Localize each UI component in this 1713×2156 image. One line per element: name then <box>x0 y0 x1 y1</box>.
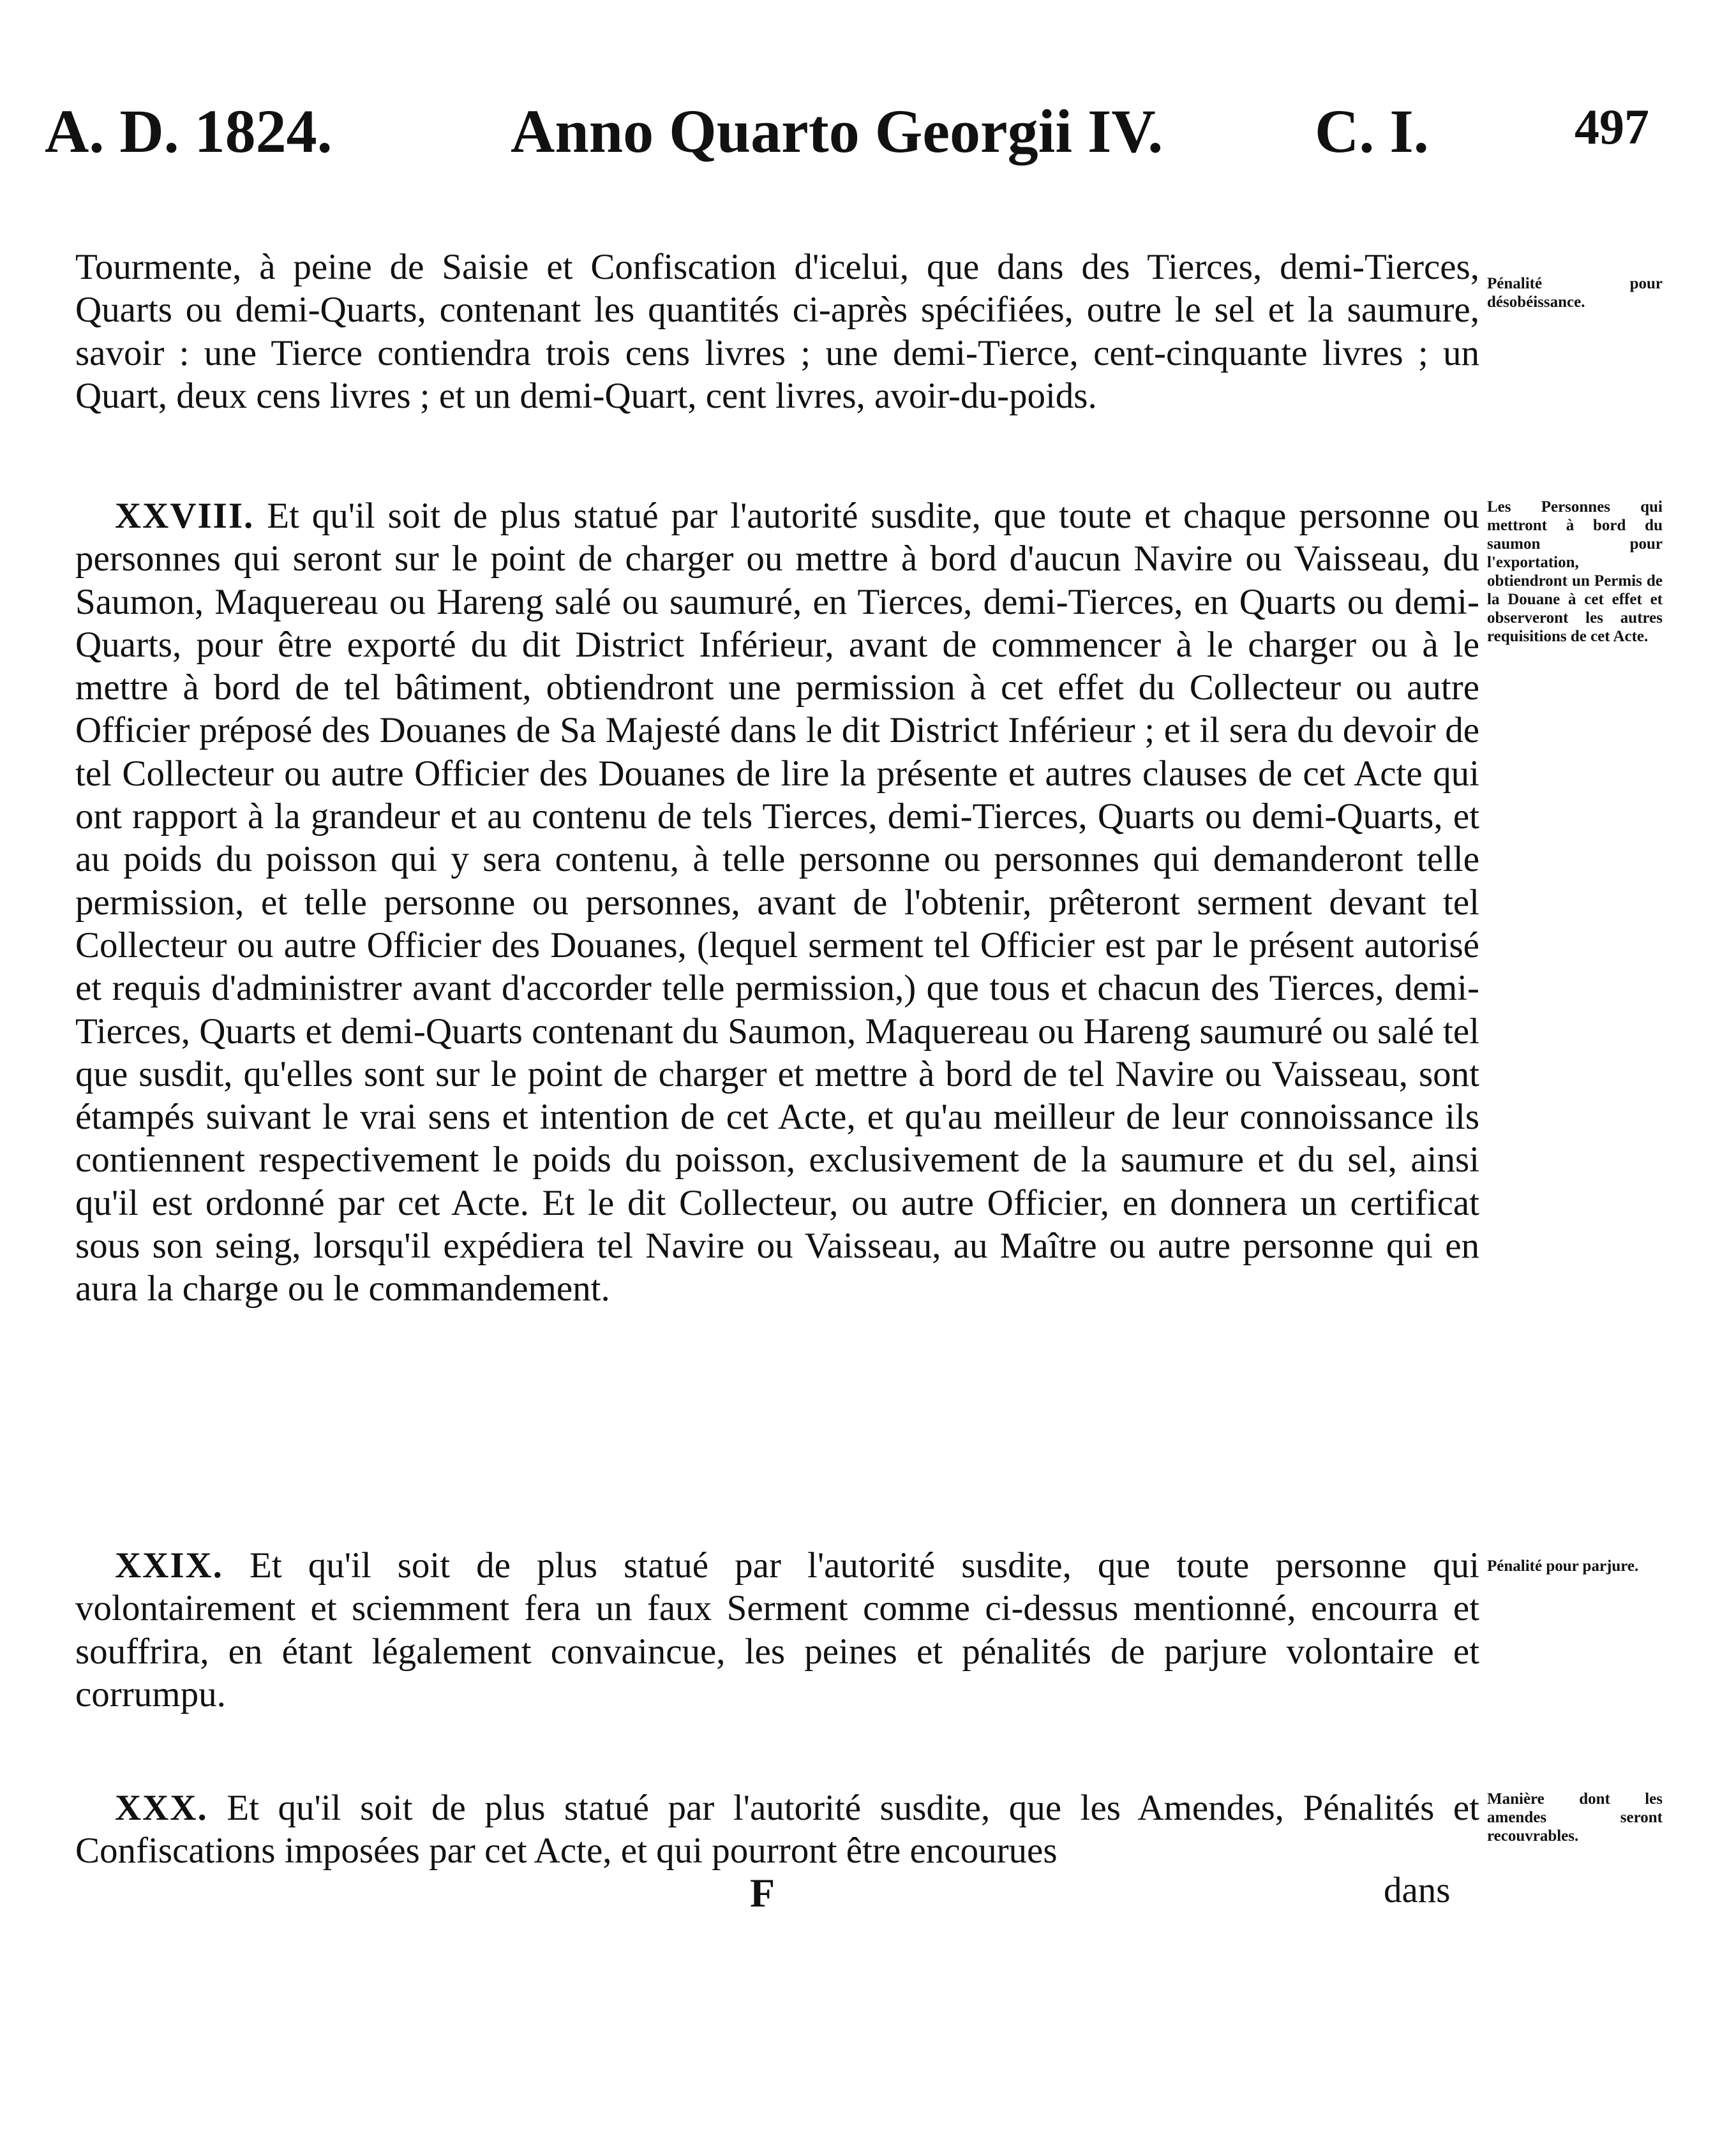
page-number: 497 <box>1575 99 1649 154</box>
paragraph-continuation <box>75 246 1479 417</box>
catchword: dans <box>1384 1870 1451 1910</box>
margin-note-text: Pénalité pour désobéissance. <box>1487 275 1663 311</box>
running-head-chapter: C. I. <box>1315 97 1429 165</box>
section-number: XXVIII. <box>115 496 255 536</box>
margin-note-4 <box>1487 1790 1663 1845</box>
section-xxx <box>75 1787 1479 1873</box>
section-xxix <box>75 1544 1479 1716</box>
margin-note-text: Pénalité pour parjure. <box>1487 1558 1639 1575</box>
section-text: Et qu'il soit de plus statué par l'autorité susdite, que toute personne qui volontairement et sciemment fera un faux Serment comme ci-dessus mentionné, encourra et souffrira, en étant légalement convaincue, les peines et pénalités de parjure volontaire et corrumpu. <box>75 1545 1479 1714</box>
running-head-title: Anno Quarto Georgii IV. <box>511 97 1163 165</box>
running-head <box>45 96 1668 185</box>
margin-note-text: Manière dont les amendes seront recouvrables. <box>1487 1790 1663 1845</box>
margin-note-text: Les Personnes qui mettront à bord du saumon pour l'exportation, obtiendront un Permis de la Douane à cet effet et observeront les autres requisitions de cet Acte. <box>1487 498 1663 645</box>
section-paragraph <box>75 494 1479 1311</box>
margin-note-1 <box>1487 274 1663 311</box>
section-xxviii <box>75 494 1479 1311</box>
section-paragraph <box>75 1544 1479 1716</box>
section-paragraph <box>75 1787 1479 1873</box>
margin-note-2 <box>1487 498 1663 646</box>
section-text: Et qu'il soit de plus statué par l'autorité susdite, que les Amendes, Pénalités et Confiscations imposées par cet Acte, et qui pourront être encourues <box>75 1788 1480 1871</box>
section-text: Et qu'il soit de plus statué par l'autorité susdite, que toute et chaque personne ou personnes qui seront sur le point de charger ou mettre à bord d'aucun Navire ou Vaisseau, du Saumon, Maquereau ou Hareng salé ou saumuré, en Tierces, demi-Tierces, en Quarts ou demi-Quarts, pour être exporté du dit District Inférieur, avant de commencer à le charger ou à le mettre à bord de tel bâtiment, obtiendront une permission à cet effet du Collecteur ou autre Officier préposé des Douanes de Sa Majesté dans le dit District Inférieur ; et il sera du devoir de tel Collecteur ou autre Officier des Douanes de lire la présente et autres clauses de cet Acte qui ont rapport à la grandeur et au contenu de tels Tierces, demi-Tierces, Quarts ou demi-Quarts, et au poids du poisson qui y sera contenu, à telle personne ou personnes qui demanderont telle permission, et telle personne ou personnes, avant de l'obtenir, prêteront serment devant tel Collecteur ou autre Officier des Douanes, (lequel serment tel Officier est par le présent autorisé et requis d'administrer avant d'accorder telle permission,) que tous et chacun des Tierces, demi-Tierces, Quarts et demi-Quarts contenant du Saumon, Maquereau ou Hareng saumuré ou salé tel que susdit, qu'elles sont sur le point de charger et mettre à bord de tel Navire ou Vaisseau, sont étampés suivant le vrai sens et intention de cet Acte, et qu'au meilleur de leur connoissance ils contiennent respectivement le poids du poisson, exclusivement de la saumure et du sel, ainsi qu'il est ordonné par cet Acte. Et le dit Collecteur, ou autre Officier, en donnera un certificat sous son seing, lorsqu'il expédiera tel Navire ou Vaisseau, au Maître ou autre personne qui en aura la charge ou le commandement. <box>75 496 1480 1309</box>
section-number: XXX. <box>115 1788 208 1828</box>
margin-note-3 <box>1487 1557 1663 1575</box>
paragraph-text: Tourmente, à peine de Saisie et Confiscation d'icelui, que dans des Tierces, demi-Tierces, Quarts ou demi-Quarts, contenant les quantités ci-après spécifiées, outre le sel et la saumure, savoir : une Tierce contiendra trois cens livres ; une demi-Tierce, cent-cinquante livres ; un Quart, deux cens livres ; et un demi-Quart, cent livres, avoir-du-poids. <box>75 247 1479 416</box>
signature-mark: F <box>750 1870 775 1915</box>
running-head-year: A. D. 1824. <box>45 97 333 165</box>
section-number: XXIX. <box>115 1545 223 1586</box>
